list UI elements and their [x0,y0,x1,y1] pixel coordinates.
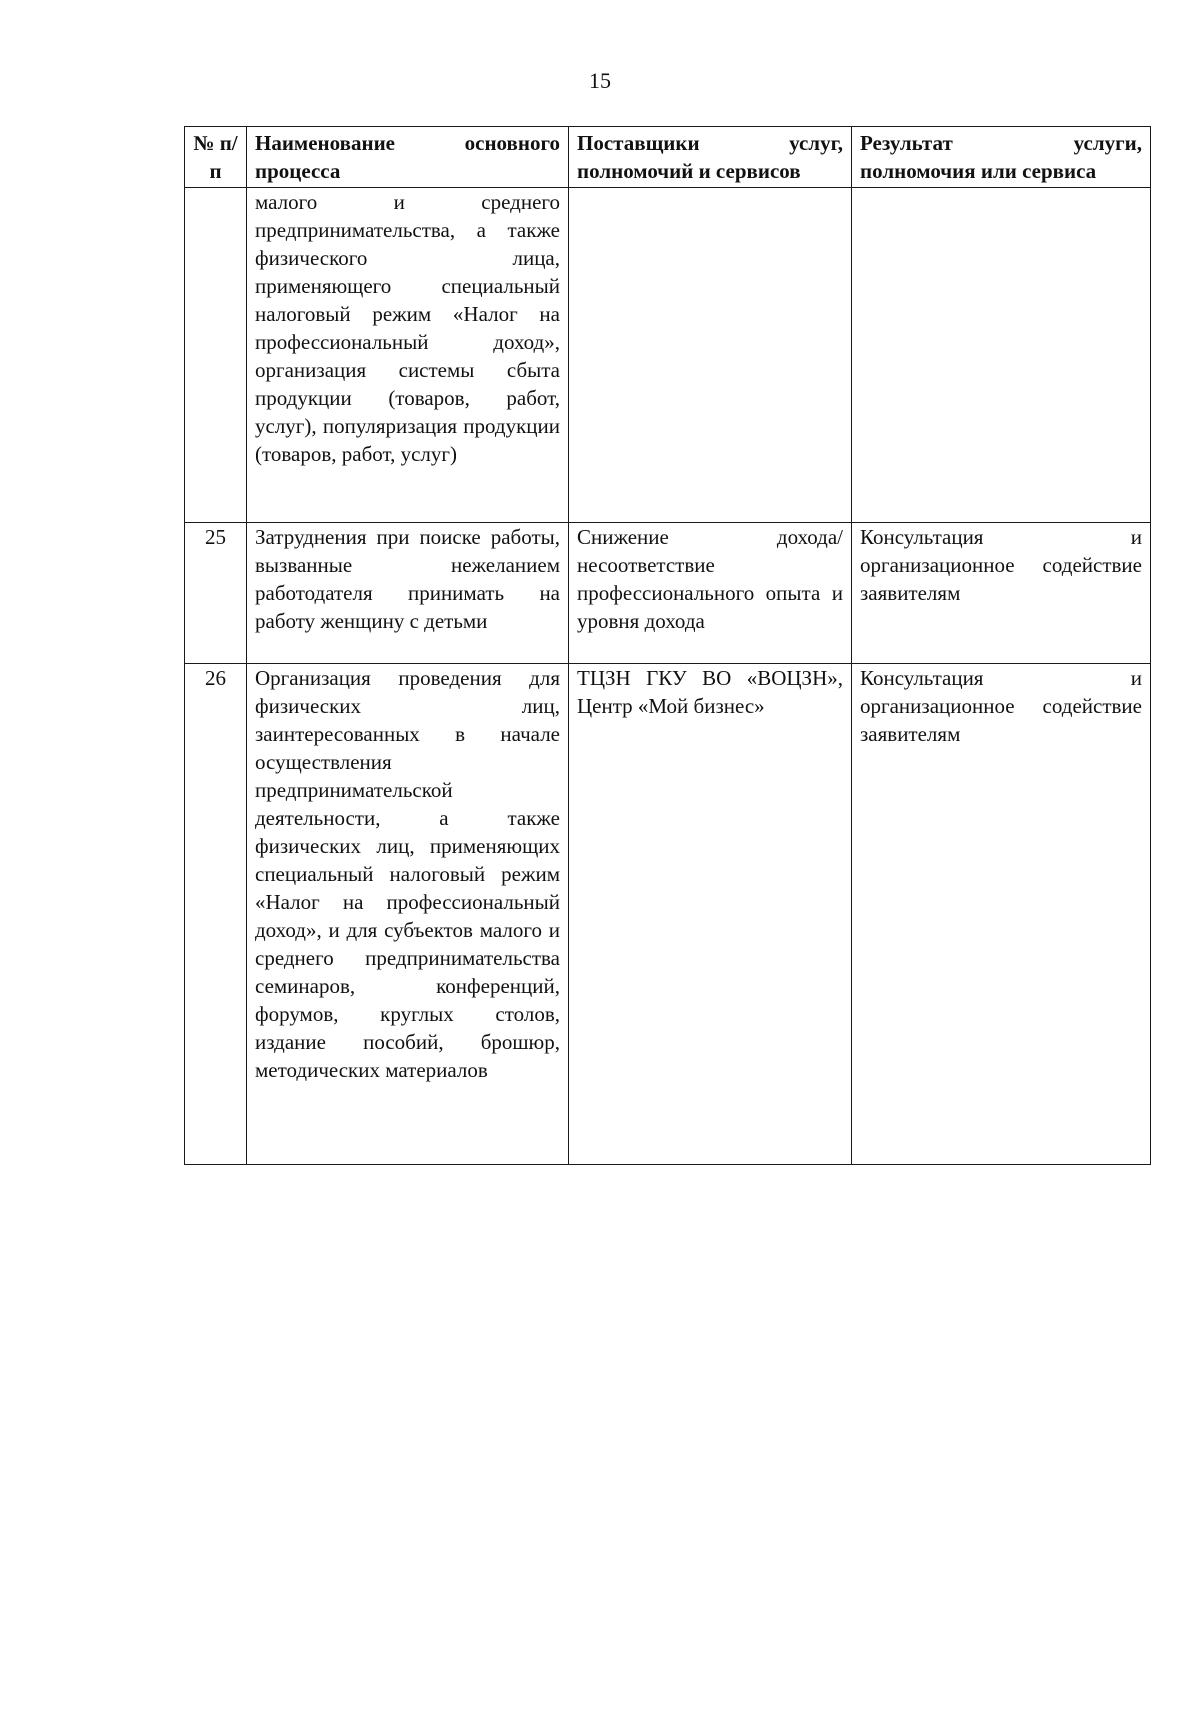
header-providers: Поставщики услуг, полномочий и сервисов [569,127,852,188]
row-providers [569,188,852,523]
row-result: Консультация и организационное содействие заявителям [852,664,1151,1165]
table-row [185,188,1151,523]
header-name: Наименование основного процесса [247,127,569,188]
table-header-row [185,127,1151,188]
header-num: № п/п [185,127,247,188]
process-table [184,126,1151,1165]
table-row [185,523,1151,664]
page-number: 15 [589,68,611,93]
row-providers: ТЦЗН ГКУ ВО «ВОЦЗН», Центр «Мой бизнес» [569,664,852,1165]
row-num [185,188,247,523]
row-num: 25 [185,523,247,664]
row-name: малого и среднего предпринимательства, а также физического лица, применяющего специальный налоговый режим «Налог на профессиональный доход», организация системы сбыта продукции (товаров, работ, услуг), популяризация продукции (товаров, работ, услуг) [247,188,569,523]
row-name: Затруднения при поиске работы, вызванные нежеланием работодателя принимать на работу женщину с детьми [247,523,569,664]
row-result: Консультация и организационное содействие заявителям [852,523,1151,664]
header-result: Результат услуги, полномочия или сервиса [852,127,1151,188]
row-result [852,188,1151,523]
table-row [185,664,1151,1165]
row-num: 26 [185,664,247,1165]
row-name: Организация проведения для физических лиц, заинтересованных в начале осуществления предпринимательской деятельности, а также физических лиц, применяющих специальный налоговый режим «Налог на профессиональный доход», и для субъектов малого и среднего предпринимательства семинаров, конференций, форумов, круглых столов, издание пособий, брошюр, методических материалов [247,664,569,1165]
row-providers: Снижение дохода/ несоответствие профессионального опыта и уровня дохода [569,523,852,664]
